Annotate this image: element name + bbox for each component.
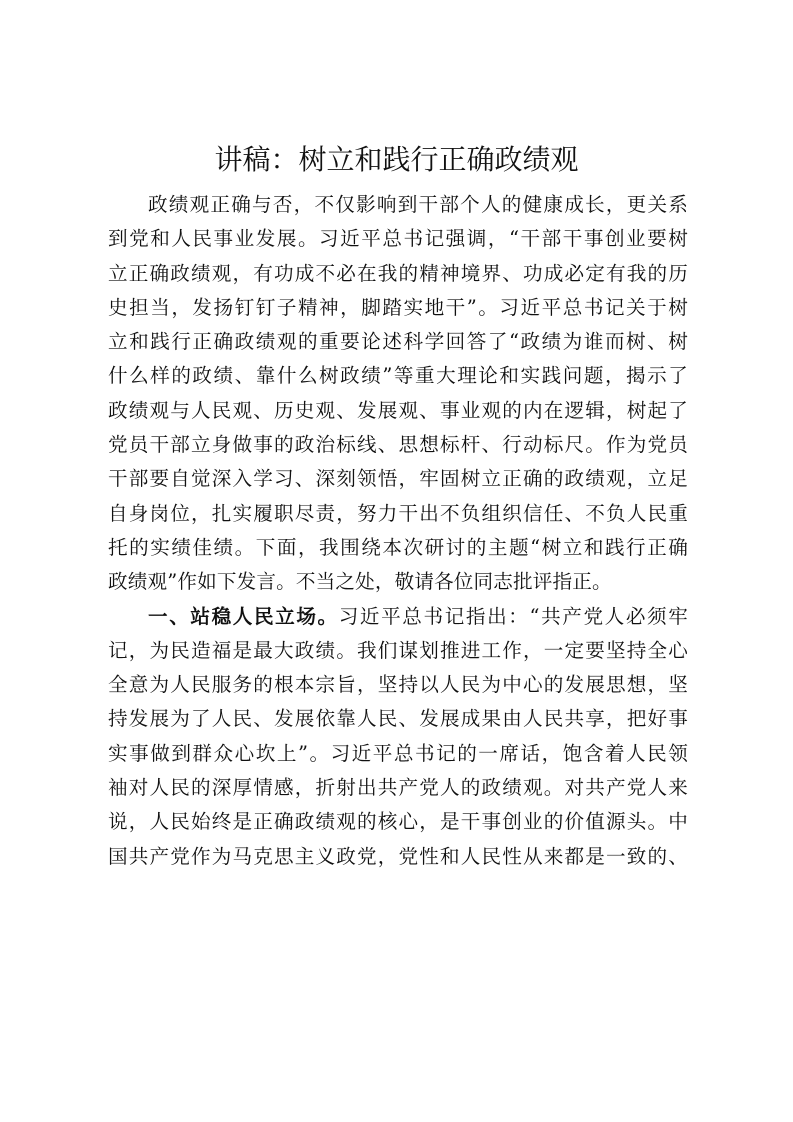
- paragraph-line: 说，人民始终是正确政绩观的核心，是干事创业的价值源头。中: [108, 810, 688, 834]
- paragraph-line: 全意为人民服务的根本宗旨，坚持以人民为中心的发展思想，坚: [108, 673, 688, 697]
- section-heading: 一、站稳人民立场。: [148, 604, 339, 628]
- paragraph-line: 到党和人民事业发展。习近平总书记强调，“干部干事创业要树: [108, 227, 688, 251]
- section-first-line: [108, 600, 688, 634]
- paragraph-line: 持发展为了人民、发展依靠人民、发展成果由人民共享，把好事: [108, 707, 688, 731]
- paragraph-line: 自身岗位，扎实履职尽责，努力干出不负组织信任、不负人民重: [108, 501, 688, 525]
- paragraph-line: 记，为民造福是最大政绩。我们谋划推进工作，一定要坚持全心: [108, 638, 688, 662]
- paragraph-line: 什么样的政绩、靠什么树政绩”等重大理论和实践问题，揭示了: [108, 364, 688, 388]
- paragraph-line: 干部要自觉深入学习、深刻领悟，牢固树立正确的政绩观，立足: [108, 467, 688, 491]
- page-title: 讲稿：树立和践行正确政绩观: [214, 143, 579, 176]
- document-body: [108, 188, 688, 874]
- section-text: 习近平总书记指出：“共产党人必须牢: [338, 604, 688, 628]
- paragraph-line: 袖对人民的深厚情感，折射出共产党人的政绩观。对共产党人来: [108, 776, 688, 800]
- paragraph-line: 政绩观与人民观、历史观、发展观、事业观的内在逻辑，树起了: [108, 398, 688, 422]
- paragraph-line: 托的实绩佳绩。下面，我围绕本次研讨的主题“树立和践行正确: [108, 535, 688, 559]
- paragraph-line: 党员干部立身做事的政治标线、思想标杆、行动标尺。作为党员: [108, 433, 688, 457]
- paragraph-line: 政绩观正确与否，不仅影响到干部个人的健康成长，更关系: [148, 193, 688, 216]
- paragraph-line: 实事做到群众心坎上”。习近平总书记的一席话，饱含着人民领: [108, 741, 688, 765]
- paragraph-line: 国共产党作为马克思主义政党，党性和人民性从来都是一致的、: [108, 844, 688, 868]
- paragraph-line: 立正确政绩观，有功成不必在我的精神境界、功成必定有我的历: [108, 261, 688, 285]
- paragraph-line: 立和践行正确政绩观的重要论述科学回答了“政绩为谁而树、树: [108, 330, 688, 354]
- paragraph-line: 政绩观”作如下发言。不当之处，敬请各位同志批评指正。: [108, 570, 612, 594]
- paragraph-line: 史担当，发扬钉钉子精神，脚踏实地干”。习近平总书记关于树: [108, 295, 688, 319]
